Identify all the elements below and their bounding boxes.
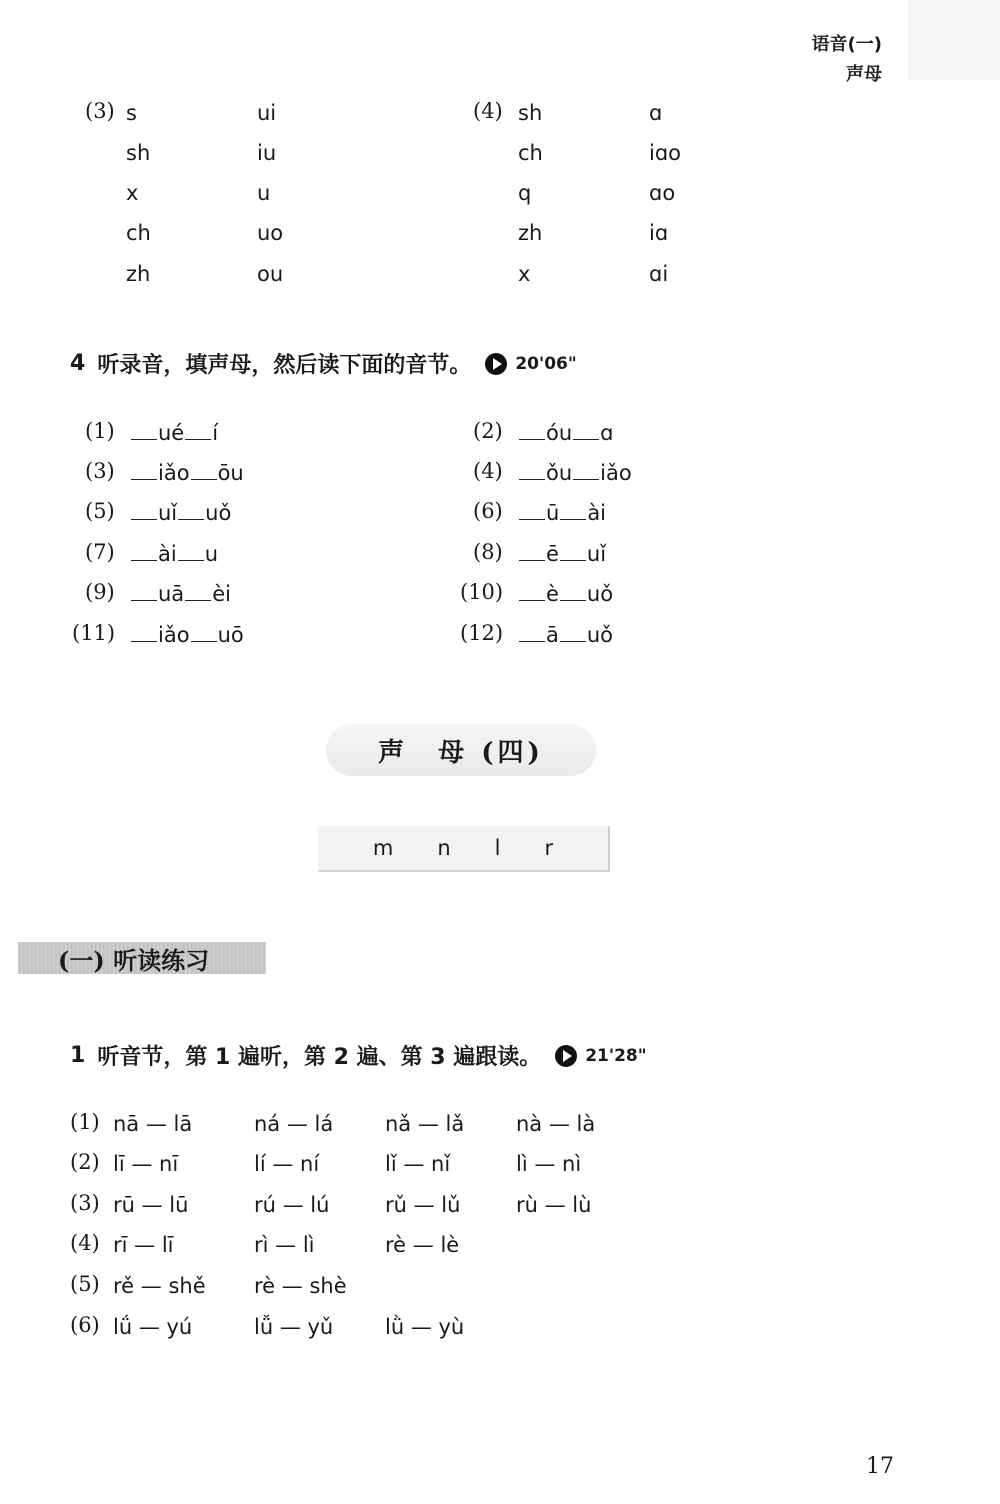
blank-input[interactable] bbox=[519, 505, 545, 520]
syllable-part: ué bbox=[158, 421, 185, 445]
syllable-pair: rě — shě bbox=[113, 1274, 206, 1298]
initial-letter: n bbox=[437, 836, 451, 860]
syllable-part: ōu bbox=[217, 461, 244, 485]
initial: x bbox=[518, 262, 531, 286]
item-label: (5) bbox=[85, 499, 115, 523]
fill-blank-item bbox=[518, 421, 614, 445]
item-label: (8) bbox=[473, 540, 503, 564]
initial: q bbox=[518, 181, 532, 205]
syllable-pair: rè — lè bbox=[385, 1233, 460, 1257]
initial: sh bbox=[126, 141, 151, 165]
item-label: (12) bbox=[460, 621, 504, 645]
header-chapter: 语音(一) bbox=[811, 34, 882, 55]
syllable-part: ǒu bbox=[546, 461, 573, 485]
item-label: (3) bbox=[85, 459, 115, 483]
syllable-pair: ná — lá bbox=[254, 1112, 334, 1136]
syllable-pair: nǎ — lǎ bbox=[385, 1112, 465, 1136]
page-edge-shade bbox=[908, 0, 1000, 80]
fill-blank-item bbox=[130, 623, 244, 647]
fill-blank-item bbox=[518, 501, 606, 525]
blank-input[interactable] bbox=[560, 505, 586, 520]
blank-input[interactable] bbox=[560, 627, 586, 642]
header-topic: 声母 bbox=[846, 64, 882, 85]
syllable-pair: rǔ — lǔ bbox=[385, 1193, 461, 1217]
blank-input[interactable] bbox=[131, 627, 157, 642]
syllable-part: ài bbox=[158, 542, 177, 566]
syllable-part: í bbox=[212, 421, 219, 445]
row-label: (3) bbox=[70, 1191, 100, 1215]
syllable-part: ɑ bbox=[600, 421, 614, 445]
item-label: (6) bbox=[473, 499, 503, 523]
syllable-part: ē bbox=[546, 542, 559, 566]
part-title: (一) 听读练习 bbox=[18, 942, 266, 974]
blank-input[interactable] bbox=[185, 586, 211, 601]
syllable-pair: rú — lú bbox=[254, 1193, 330, 1217]
audio-timestamp: 20'06" bbox=[515, 353, 577, 374]
syllable-part: iǎo bbox=[600, 461, 632, 485]
syllable-pair: rī — lī bbox=[113, 1233, 174, 1257]
fill-blank-item bbox=[518, 582, 613, 606]
syllable-pair: lǜ — yù bbox=[385, 1315, 465, 1339]
syllable-part: uō bbox=[217, 623, 244, 647]
item-label: (4) bbox=[473, 99, 503, 123]
initial-letter: l bbox=[494, 836, 501, 860]
exercise1-number: 1 bbox=[70, 1043, 86, 1068]
initial: zh bbox=[126, 262, 151, 286]
page-number: 17 bbox=[866, 1454, 894, 1479]
blank-input[interactable] bbox=[131, 425, 157, 440]
final: ɑo bbox=[649, 181, 676, 205]
syllable-pair: lǐ — nǐ bbox=[385, 1152, 451, 1176]
final: iɑ bbox=[649, 221, 669, 245]
blank-input[interactable] bbox=[519, 627, 545, 642]
syllable-part: uǒ bbox=[586, 582, 614, 606]
item-label: (3) bbox=[85, 99, 115, 123]
syllable-part: è bbox=[546, 582, 559, 606]
syllable-part: uā bbox=[158, 582, 185, 606]
syllable-pair: rè — shè bbox=[254, 1274, 347, 1298]
blank-input[interactable] bbox=[191, 627, 217, 642]
initial: s bbox=[126, 101, 137, 125]
blank-input[interactable] bbox=[178, 505, 204, 520]
blank-input[interactable] bbox=[131, 546, 157, 561]
final: uo bbox=[257, 221, 284, 245]
item-label: (2) bbox=[473, 419, 503, 443]
syllable-pair: lī — nī bbox=[113, 1152, 179, 1176]
final: ou bbox=[257, 262, 284, 286]
exercise1-instruction: 听音节，第 1 遍听，第 2 遍、第 3 遍跟读。 bbox=[97, 1045, 542, 1070]
blank-input[interactable] bbox=[519, 465, 545, 480]
syllable-pair: lí — ní bbox=[254, 1152, 320, 1176]
fill-blank-item bbox=[130, 421, 218, 445]
final: iɑo bbox=[649, 141, 682, 165]
blank-input[interactable] bbox=[131, 586, 157, 601]
blank-input[interactable] bbox=[519, 586, 545, 601]
item-label: (7) bbox=[85, 540, 115, 564]
blank-input[interactable] bbox=[560, 546, 586, 561]
item-label: (11) bbox=[72, 621, 116, 645]
initial: ch bbox=[126, 221, 151, 245]
initials-box bbox=[318, 826, 610, 872]
syllable-pair: lì — nì bbox=[516, 1152, 582, 1176]
row-label: (1) bbox=[70, 1110, 100, 1134]
initial: x bbox=[126, 181, 139, 205]
final: u bbox=[257, 181, 271, 205]
item-label: (9) bbox=[85, 580, 115, 604]
syllable-part: èi bbox=[212, 582, 231, 606]
syllable-pair: rù — lù bbox=[516, 1193, 592, 1217]
item-label: (4) bbox=[473, 459, 503, 483]
initial: ch bbox=[518, 141, 543, 165]
play-icon[interactable] bbox=[555, 1045, 577, 1067]
blank-input[interactable] bbox=[178, 546, 204, 561]
row-label: (2) bbox=[70, 1150, 100, 1174]
syllable-part: uǐ bbox=[158, 501, 178, 525]
section-title: 声 母 (四) bbox=[326, 724, 596, 776]
syllable-pair: nà — là bbox=[516, 1112, 596, 1136]
syllable-pair: lǚ — yǔ bbox=[254, 1315, 334, 1339]
row-label: (6) bbox=[70, 1313, 100, 1337]
exercise4-instruction-line bbox=[70, 348, 577, 379]
final: iu bbox=[257, 141, 277, 165]
fill-blank-item bbox=[130, 461, 244, 485]
syllable-part: uǒ bbox=[586, 623, 614, 647]
item-label: (1) bbox=[85, 419, 115, 443]
fill-blank-item bbox=[130, 501, 231, 525]
exercise1-instruction-line bbox=[70, 1040, 647, 1071]
audio-timestamp: 21'28" bbox=[585, 1045, 647, 1066]
item-label: (10) bbox=[460, 580, 504, 604]
exercise4-instruction: 听录音，填声母，然后读下面的音节。 bbox=[97, 353, 472, 378]
exercise4-number: 4 bbox=[70, 351, 86, 376]
row-label: (5) bbox=[70, 1272, 100, 1296]
initial: zh bbox=[518, 221, 543, 245]
blank-input[interactable] bbox=[131, 505, 157, 520]
play-icon[interactable] bbox=[485, 353, 507, 375]
fill-blank-item bbox=[518, 461, 632, 485]
blank-input[interactable] bbox=[519, 425, 545, 440]
blank-input[interactable] bbox=[573, 465, 599, 480]
initial: sh bbox=[518, 101, 543, 125]
syllable-part: uǐ bbox=[586, 542, 607, 566]
syllable-part: u bbox=[204, 542, 219, 566]
syllable-part: iǎo bbox=[158, 623, 190, 647]
blank-input[interactable] bbox=[560, 586, 586, 601]
syllable-pair: rì — lì bbox=[254, 1233, 315, 1257]
blank-input[interactable] bbox=[191, 465, 217, 480]
syllable-part: ā bbox=[546, 623, 559, 647]
fill-blank-item bbox=[518, 542, 606, 566]
fill-blank-item bbox=[130, 542, 218, 566]
blank-input[interactable] bbox=[519, 546, 545, 561]
final: ui bbox=[257, 101, 277, 125]
blank-input[interactable] bbox=[573, 425, 599, 440]
initial-letter: m bbox=[372, 836, 394, 860]
initial-letter: r bbox=[544, 836, 554, 860]
final: ɑ bbox=[649, 101, 663, 125]
syllable-part: óu bbox=[546, 421, 573, 445]
fill-blank-item bbox=[130, 582, 231, 606]
syllable-pair: lǘ — yú bbox=[113, 1315, 193, 1339]
syllable-part: uǒ bbox=[205, 501, 232, 525]
syllable-pair: nā — lā bbox=[113, 1112, 193, 1136]
row-label: (4) bbox=[70, 1231, 100, 1255]
blank-input[interactable] bbox=[185, 425, 211, 440]
syllable-pair: rū — lū bbox=[113, 1193, 189, 1217]
syllable-part: ū bbox=[546, 501, 560, 525]
blank-input[interactable] bbox=[131, 465, 157, 480]
fill-blank-item bbox=[518, 623, 613, 647]
final: ɑi bbox=[649, 262, 669, 286]
syllable-part: iǎo bbox=[158, 461, 190, 485]
syllable-part: ài bbox=[587, 501, 607, 525]
